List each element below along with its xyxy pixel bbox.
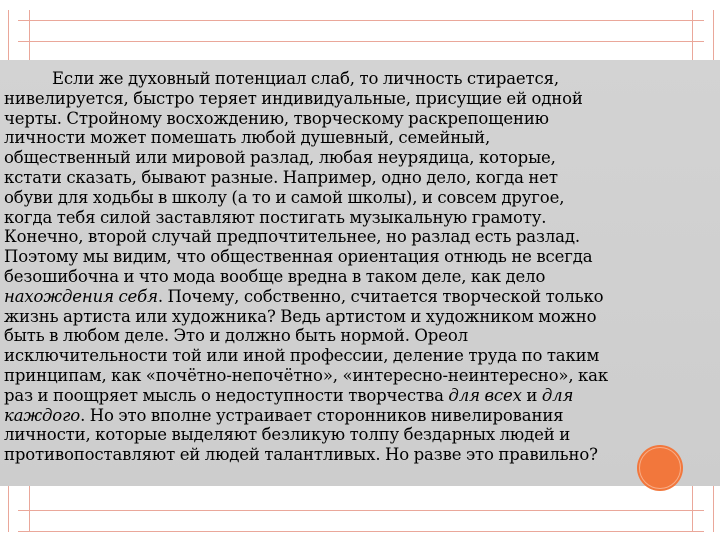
text-line: обуви для ходьбы в школу (а то и самой школы), и совсем другое,: [4, 187, 565, 207]
text-line: Если же духовный потенциал слаб, то личность стирается,: [52, 69, 559, 88]
text-line: нивелируется, быстро теряет индивидуальные, присущие ей одной: [4, 88, 583, 108]
text-line: Конечно, второй случай предпочтительнее, но разлад есть разлад.: [4, 227, 580, 247]
text-line: безошибочна и что мода вообще вредна в таком деле, как дело: [4, 266, 546, 286]
italic-phrase: каждого: [4, 405, 81, 425]
italic-phrase: для всех: [448, 385, 522, 405]
text-line: [4, 287, 710, 307]
text-segment: . Почему, собственно, считается творческой только: [157, 286, 604, 306]
text-line: кстати сказать, бывают разные. Например, одно дело, когда нет: [4, 167, 558, 187]
text-segment: раз и поощряет мысль о недоступности творчества: [4, 385, 449, 405]
text-line: принципам, как «почётно-непочётно», «интересно-неинтересно», как: [4, 365, 609, 385]
text-line: черты. Стройному восхождению, творческому раскрепощению: [4, 108, 549, 128]
text-line: личности может помешать любой душевный, семейный,: [4, 128, 491, 148]
frame-top-band: [18, 20, 704, 42]
text-line: общественный или мировой разлад, любая неурядица, которые,: [4, 148, 556, 168]
text-line: жизнь артиста или художника? Ведь артистом и художником можно: [4, 306, 597, 326]
text-segment: . Но это вполне устраивает сторонников нивелирования: [80, 405, 564, 425]
text-segment: и: [521, 385, 542, 405]
text-line: быть в любом деле. Это и должно быть нормой. Ореол: [4, 326, 468, 346]
italic-phrase: нахождения себя: [4, 286, 158, 306]
italic-phrase: для: [541, 385, 574, 405]
text-line: исключительности той или иной профессии, деление труда по таким: [4, 346, 600, 366]
text-line: [4, 386, 710, 406]
text-line: противопоставляют ей людей талантливых. Но разве это правильно?: [4, 445, 598, 465]
text-line: Поэтому мы видим, что общественная ориентация отнюдь не всегда: [4, 247, 593, 267]
text-line: личности, которые выделяют безликую толпу бездарных людей и: [4, 425, 571, 445]
text-line: когда тебя силой заставляют постигать музыкальную грамоту.: [4, 207, 547, 227]
frame-bottom-band: [18, 510, 704, 532]
body-paragraph: [4, 69, 710, 465]
text-line: [4, 406, 710, 426]
